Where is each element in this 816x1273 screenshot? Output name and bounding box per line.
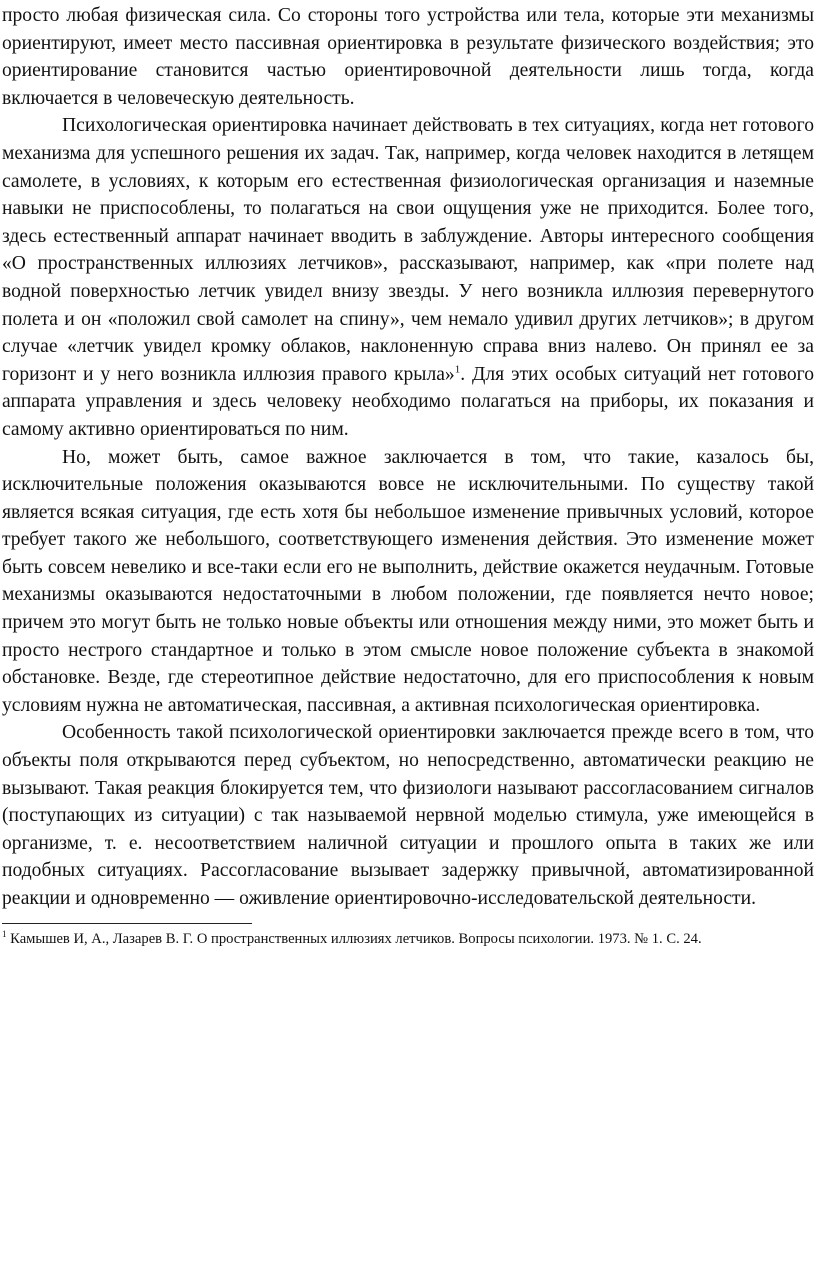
body-text bbox=[2, 2, 814, 913]
paragraph-2-text-a: Психологическая ориентировка начинает действовать в тех ситуациях, когда нет готового механизма для успешного решения их задач. Так, например, когда человек находится в летящем самолете, в условиях, к которым его естественная физиологическая организация и наземные навыки не приспособлены, то полагаться на свои ощущения уже не приходится. Более того, здесь естественный аппарат начинает вводить в заблуждение. Авторы интересного сообщения «О пространственных иллюзиях летчиков», рассказывают, например, как «при полете над водной поверхностью летчик увидел внизу звезды. У него возникла иллюзия перевернутого полета и он «положил свой самолет на спину», чем немало удивил других летчиков»; в другом случае «летчик увидел кромку облаков, наклоненную справа вниз налево. Он принял ее за горизонт и у него возникла иллюзия правого крыла» bbox=[2, 115, 814, 385]
footnote-divider bbox=[2, 923, 252, 924]
paragraph-4: Особенность такой психологической ориентировки заключается прежде всего в том, что объекты поля открываются перед субъектом, но непосредственно, автоматически реакцию не вызывают. Такая реакция блокируется тем, что физиологи называют рассогласованием сигналов (поступающих из ситуации) с так называемой нервной моделью стимула, уже имеющейся в организме, т. е. несоответствием наличной ситуации и прошлого опыта в таких же или подобных ситуациях. Рассогласование вызывает задержку привычной, автоматизированной реакции и одновременно — оживление ориентировочно-исследовательской деятельности. bbox=[2, 722, 814, 909]
footnote-text: Камышев И, А., Лазарев В. Г. О пространственных иллюзиях летчиков. Вопросы психологии. 1973. № 1. С. 24. bbox=[6, 930, 702, 947]
footnote bbox=[2, 930, 814, 949]
paragraph-2-text-b: . Для этих особых ситуаций нет готового аппарата управления и здесь человеку необходимо полагаться на приборы, их показания и самому активно ориентироваться по ним. bbox=[2, 363, 814, 440]
paragraph-1: просто любая физическая сила. Со стороны того устройства или тела, которые эти механизмы ориентируют, имеет место пассивная ориентировка в результате физического воздействия; это ориентирование становится частью ориентировочной деятельности лишь тогда, когда включается в человеческую деятельность. bbox=[2, 5, 814, 109]
footnote-mark: 1 bbox=[2, 928, 7, 939]
footnote-reference[interactable]: 1 bbox=[454, 363, 461, 376]
paragraph-2 bbox=[2, 112, 814, 443]
paragraph-3: Но, может быть, самое важное заключается в том, что такие, казалось бы, исключительные положения оказываются вовсе не исключительными. По существу такой является всякая ситуация, где есть хотя бы небольшое изменение привычных условий, которое требует такого же небольшого, соответствующего изменения действия. Это изменение может быть совсем невелико и все-таки если его не выполнить, действие окажется неудачным. Готовые механизмы оказываются недостаточными в любом положении, где появляется нечто новое; причем это могут быть не только новые объекты или отношения между ними, это может быть и просто нестрого стандартное и только в этом смысле новое положение субъекта в знакомой обстановке. Везде, где стереотипное действие недостаточно, для его приспособления к новым условиям нужна не автоматическая, пассивная, а активная психологическая ориентировка. bbox=[2, 446, 814, 716]
